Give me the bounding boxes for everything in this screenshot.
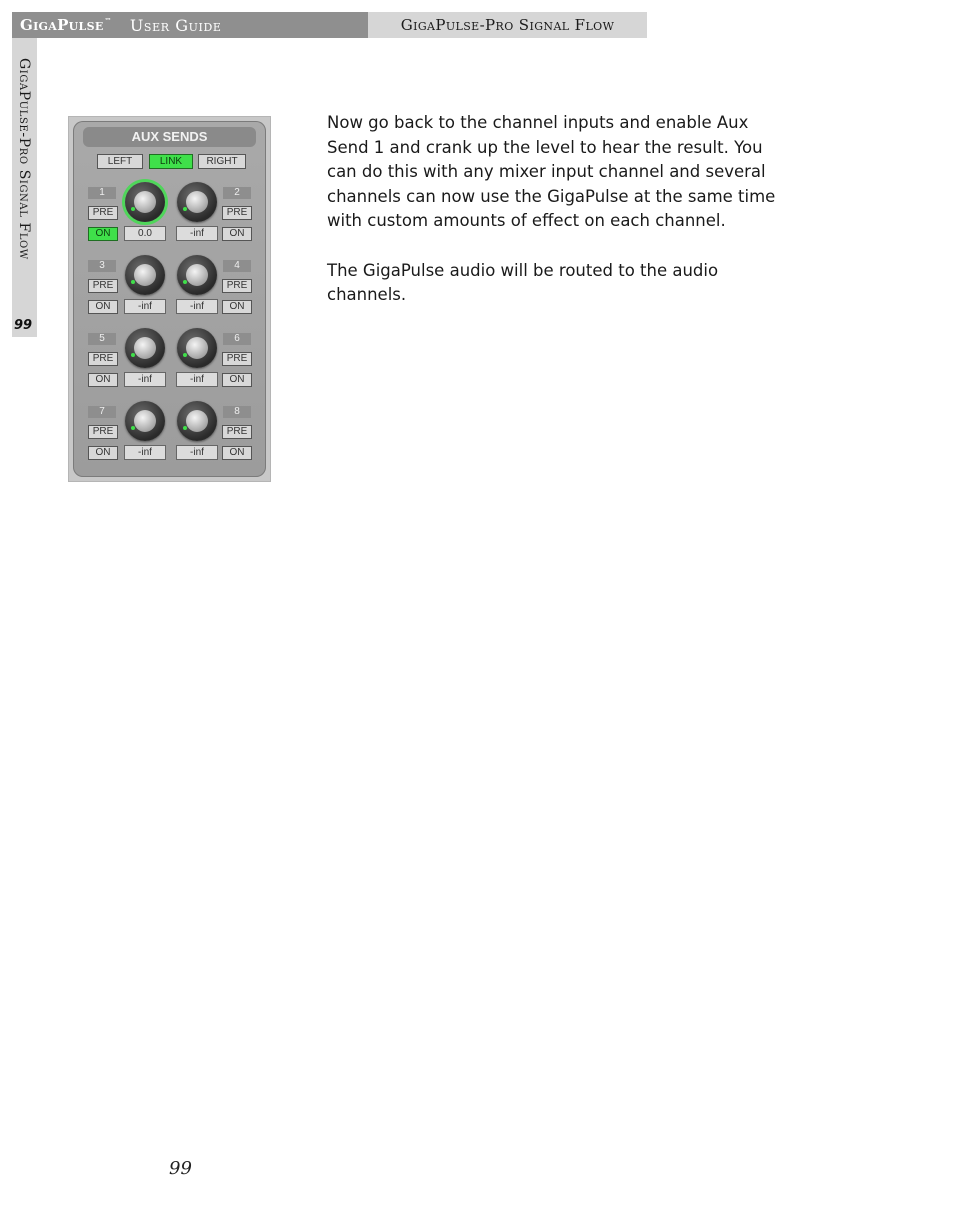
send-7-on-button[interactable]: ON bbox=[88, 446, 118, 460]
send-1-level-value: 0.0 bbox=[124, 226, 166, 241]
send-number-1: 1 bbox=[88, 187, 116, 199]
send-4-level-knob[interactable] bbox=[177, 255, 217, 295]
knob-cap bbox=[186, 191, 208, 213]
trademark: ™ bbox=[104, 16, 112, 25]
side-tab-title: GigaPulse-Pro Signal Flow bbox=[16, 58, 32, 260]
knob-cap bbox=[186, 410, 208, 432]
knob-cap bbox=[134, 410, 156, 432]
send-3-on-button[interactable]: ON bbox=[88, 300, 118, 314]
aux-sends-panel bbox=[73, 121, 266, 477]
send-2-pre-button[interactable]: PRE bbox=[222, 206, 252, 220]
send-6-pre-button[interactable]: PRE bbox=[222, 352, 252, 366]
send-6-on-button[interactable]: ON bbox=[222, 373, 252, 387]
knob-cap bbox=[186, 337, 208, 359]
send-1-pre-button[interactable]: PRE bbox=[88, 206, 118, 220]
send-2-level-knob[interactable] bbox=[177, 182, 217, 222]
send-1-on-button[interactable]: ON bbox=[88, 227, 118, 241]
knob-cap bbox=[186, 264, 208, 286]
knob-indicator-icon bbox=[183, 426, 187, 430]
guide-title: User Guide bbox=[129, 15, 222, 35]
knob-cap bbox=[134, 337, 156, 359]
send-number-8: 8 bbox=[223, 406, 251, 418]
knob-cap bbox=[134, 264, 156, 286]
send-5-pre-button[interactable]: PRE bbox=[88, 352, 118, 366]
send-2-level-value: -inf bbox=[176, 226, 218, 241]
send-1-level-knob[interactable] bbox=[125, 182, 165, 222]
knob-indicator-icon bbox=[131, 280, 135, 284]
send-8-on-button[interactable]: ON bbox=[222, 446, 252, 460]
body-paragraph-2: The GigaPulse audio will be routed to the audio channels. bbox=[327, 260, 719, 305]
aux-sends-screenshot bbox=[68, 116, 271, 482]
aux-sends-title: AUX SENDS bbox=[83, 127, 256, 147]
send-6-level-value: -inf bbox=[176, 372, 218, 387]
left-button[interactable]: LEFT bbox=[97, 154, 143, 169]
send-number-5: 5 bbox=[88, 333, 116, 345]
send-3-pre-button[interactable]: PRE bbox=[88, 279, 118, 293]
send-6-level-knob[interactable] bbox=[177, 328, 217, 368]
send-4-on-button[interactable]: ON bbox=[222, 300, 252, 314]
body-paragraph-1: Now go back to the channel inputs and enable Aux Send 1 and crank up the level to hear the result. You can do this with any mixer input channel and several channels can now use the GigaPulse at the same time with custom amounts of effect on each channel. bbox=[327, 113, 776, 231]
footer-page-number: 99 bbox=[169, 1158, 192, 1179]
body-text bbox=[327, 111, 777, 332]
send-number-3: 3 bbox=[88, 260, 116, 272]
header-section-title: GigaPulse-Pro Signal Flow bbox=[368, 12, 647, 38]
knob-indicator-icon bbox=[131, 426, 135, 430]
send-4-level-value: -inf bbox=[176, 299, 218, 314]
send-number-6: 6 bbox=[223, 333, 251, 345]
knob-indicator-icon bbox=[183, 207, 187, 211]
knob-cap bbox=[134, 191, 156, 213]
send-number-4: 4 bbox=[223, 260, 251, 272]
right-button[interactable]: RIGHT bbox=[198, 154, 246, 169]
send-number-7: 7 bbox=[88, 406, 116, 418]
send-3-level-knob[interactable] bbox=[125, 255, 165, 295]
side-tab bbox=[12, 38, 37, 337]
knob-indicator-icon bbox=[131, 207, 135, 211]
send-2-on-button[interactable]: ON bbox=[222, 227, 252, 241]
send-5-on-button[interactable]: ON bbox=[88, 373, 118, 387]
send-5-level-knob[interactable] bbox=[125, 328, 165, 368]
knob-indicator-icon bbox=[131, 353, 135, 357]
header-left bbox=[12, 12, 368, 38]
send-8-level-value: -inf bbox=[176, 445, 218, 460]
send-8-pre-button[interactable]: PRE bbox=[222, 425, 252, 439]
side-tab-page-number: 99 bbox=[14, 318, 33, 333]
link-button[interactable]: LINK bbox=[149, 154, 193, 169]
send-7-pre-button[interactable]: PRE bbox=[88, 425, 118, 439]
send-number-2: 2 bbox=[223, 187, 251, 199]
brand-name: GigaPulse™ bbox=[20, 16, 112, 34]
send-3-level-value: -inf bbox=[124, 299, 166, 314]
knob-indicator-icon bbox=[183, 280, 187, 284]
knob-indicator-icon bbox=[183, 353, 187, 357]
send-4-pre-button[interactable]: PRE bbox=[222, 279, 252, 293]
send-7-level-value: -inf bbox=[124, 445, 166, 460]
send-7-level-knob[interactable] bbox=[125, 401, 165, 441]
send-8-level-knob[interactable] bbox=[177, 401, 217, 441]
send-5-level-value: -inf bbox=[124, 372, 166, 387]
